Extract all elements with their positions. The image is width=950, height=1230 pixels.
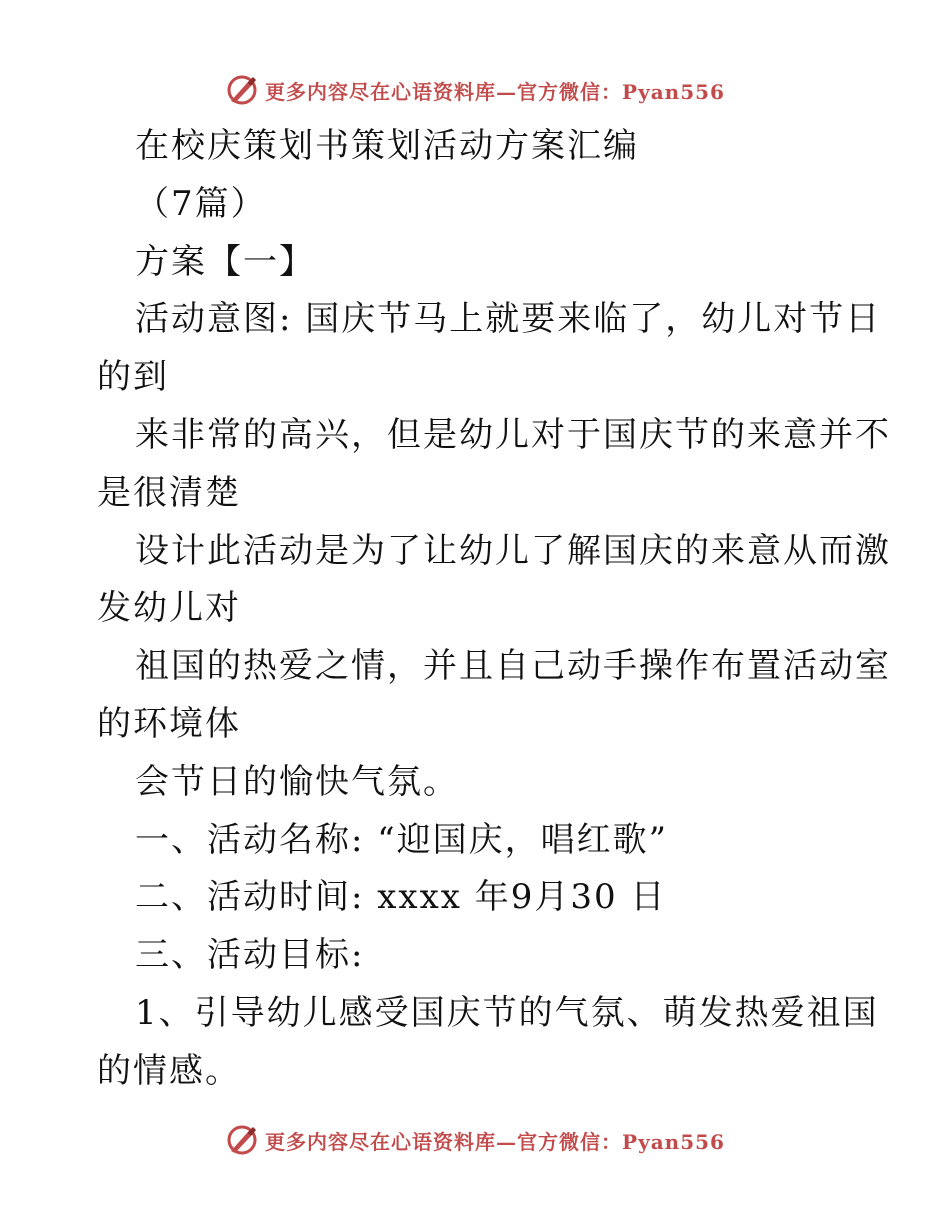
document-body: [97, 118, 891, 1101]
pen-logo-icon: [225, 73, 259, 107]
document-line: 的到: [97, 357, 169, 398]
document-line: 的情感。: [97, 1050, 241, 1091]
document-line: 二、活动时间: xxxx 年9月30 日: [135, 877, 667, 918]
header-banner: [0, 70, 950, 110]
pen-logo-icon: [225, 1123, 259, 1157]
document-line: 会节日的愉快气氛。: [135, 761, 459, 802]
document-line: 活动意图: 国庆节马上就要来临了，幼儿对节日: [135, 299, 882, 340]
document-line: 来非常的高兴，但是幼儿对于国庆节的来意并不: [135, 414, 891, 455]
document-line: 三、活动目标:: [135, 935, 365, 976]
document-line: 设计此活动是为了让幼儿了解国庆的来意从而激: [135, 530, 891, 571]
footer-banner-text: 更多内容尽在心语资料库—官方微信：Pyan556: [265, 1129, 725, 1154]
document-line: 方案【一】: [135, 241, 315, 282]
document-line: 1、引导幼儿感受国庆节的气氛、萌发热爱祖国: [135, 992, 879, 1033]
document-line: 祖国的热爱之情，并且自己动手操作布置活动室: [135, 646, 891, 687]
document-line: （7篇）: [135, 183, 267, 224]
footer-banner: [0, 1120, 950, 1160]
document-line: 发幼儿对: [97, 588, 241, 629]
document-line: 一、活动名称: “迎国庆，唱红歌”: [135, 819, 669, 860]
document-line: 是很清楚: [97, 472, 241, 513]
header-banner-text: 更多内容尽在心语资料库—官方微信：Pyan556: [265, 79, 725, 104]
document-line: 的环境体: [97, 703, 241, 744]
document-line: 在校庆策划书策划活动方案汇编: [135, 126, 639, 166]
